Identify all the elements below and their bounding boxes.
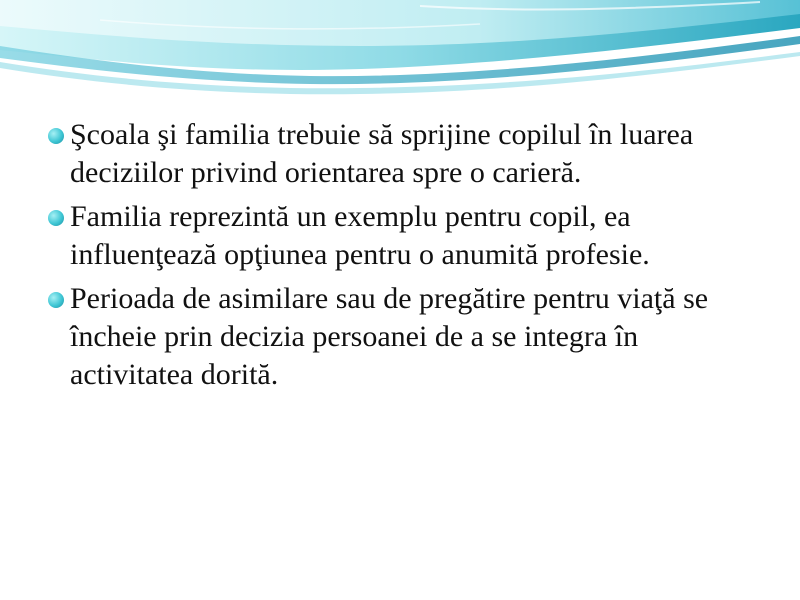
- bullet-item: [48, 198, 768, 274]
- teal-sphere-bullet-icon: [48, 292, 64, 308]
- teal-sphere-bullet-icon: [48, 128, 64, 144]
- bullet-item: [48, 280, 768, 394]
- bullet-text: Şcoala şi familia trebuie să sprijine copilul în luarea deciziilor privind orientarea spre o carieră.: [70, 118, 694, 189]
- bullet-list: [48, 116, 768, 400]
- header-wave-decoration: [0, 0, 800, 100]
- bullet-text: Familia reprezintă un exemplu pentru copil, ea influenţează opţiunea pentru o anumită profesie.: [70, 200, 650, 271]
- bullet-item: [48, 116, 768, 192]
- teal-sphere-bullet-icon: [48, 210, 64, 226]
- bullet-text: Perioada de asimilare sau de pregătire pentru viaţă se încheie prin decizia persoanei de a se integra în activitatea dorită.: [70, 282, 709, 391]
